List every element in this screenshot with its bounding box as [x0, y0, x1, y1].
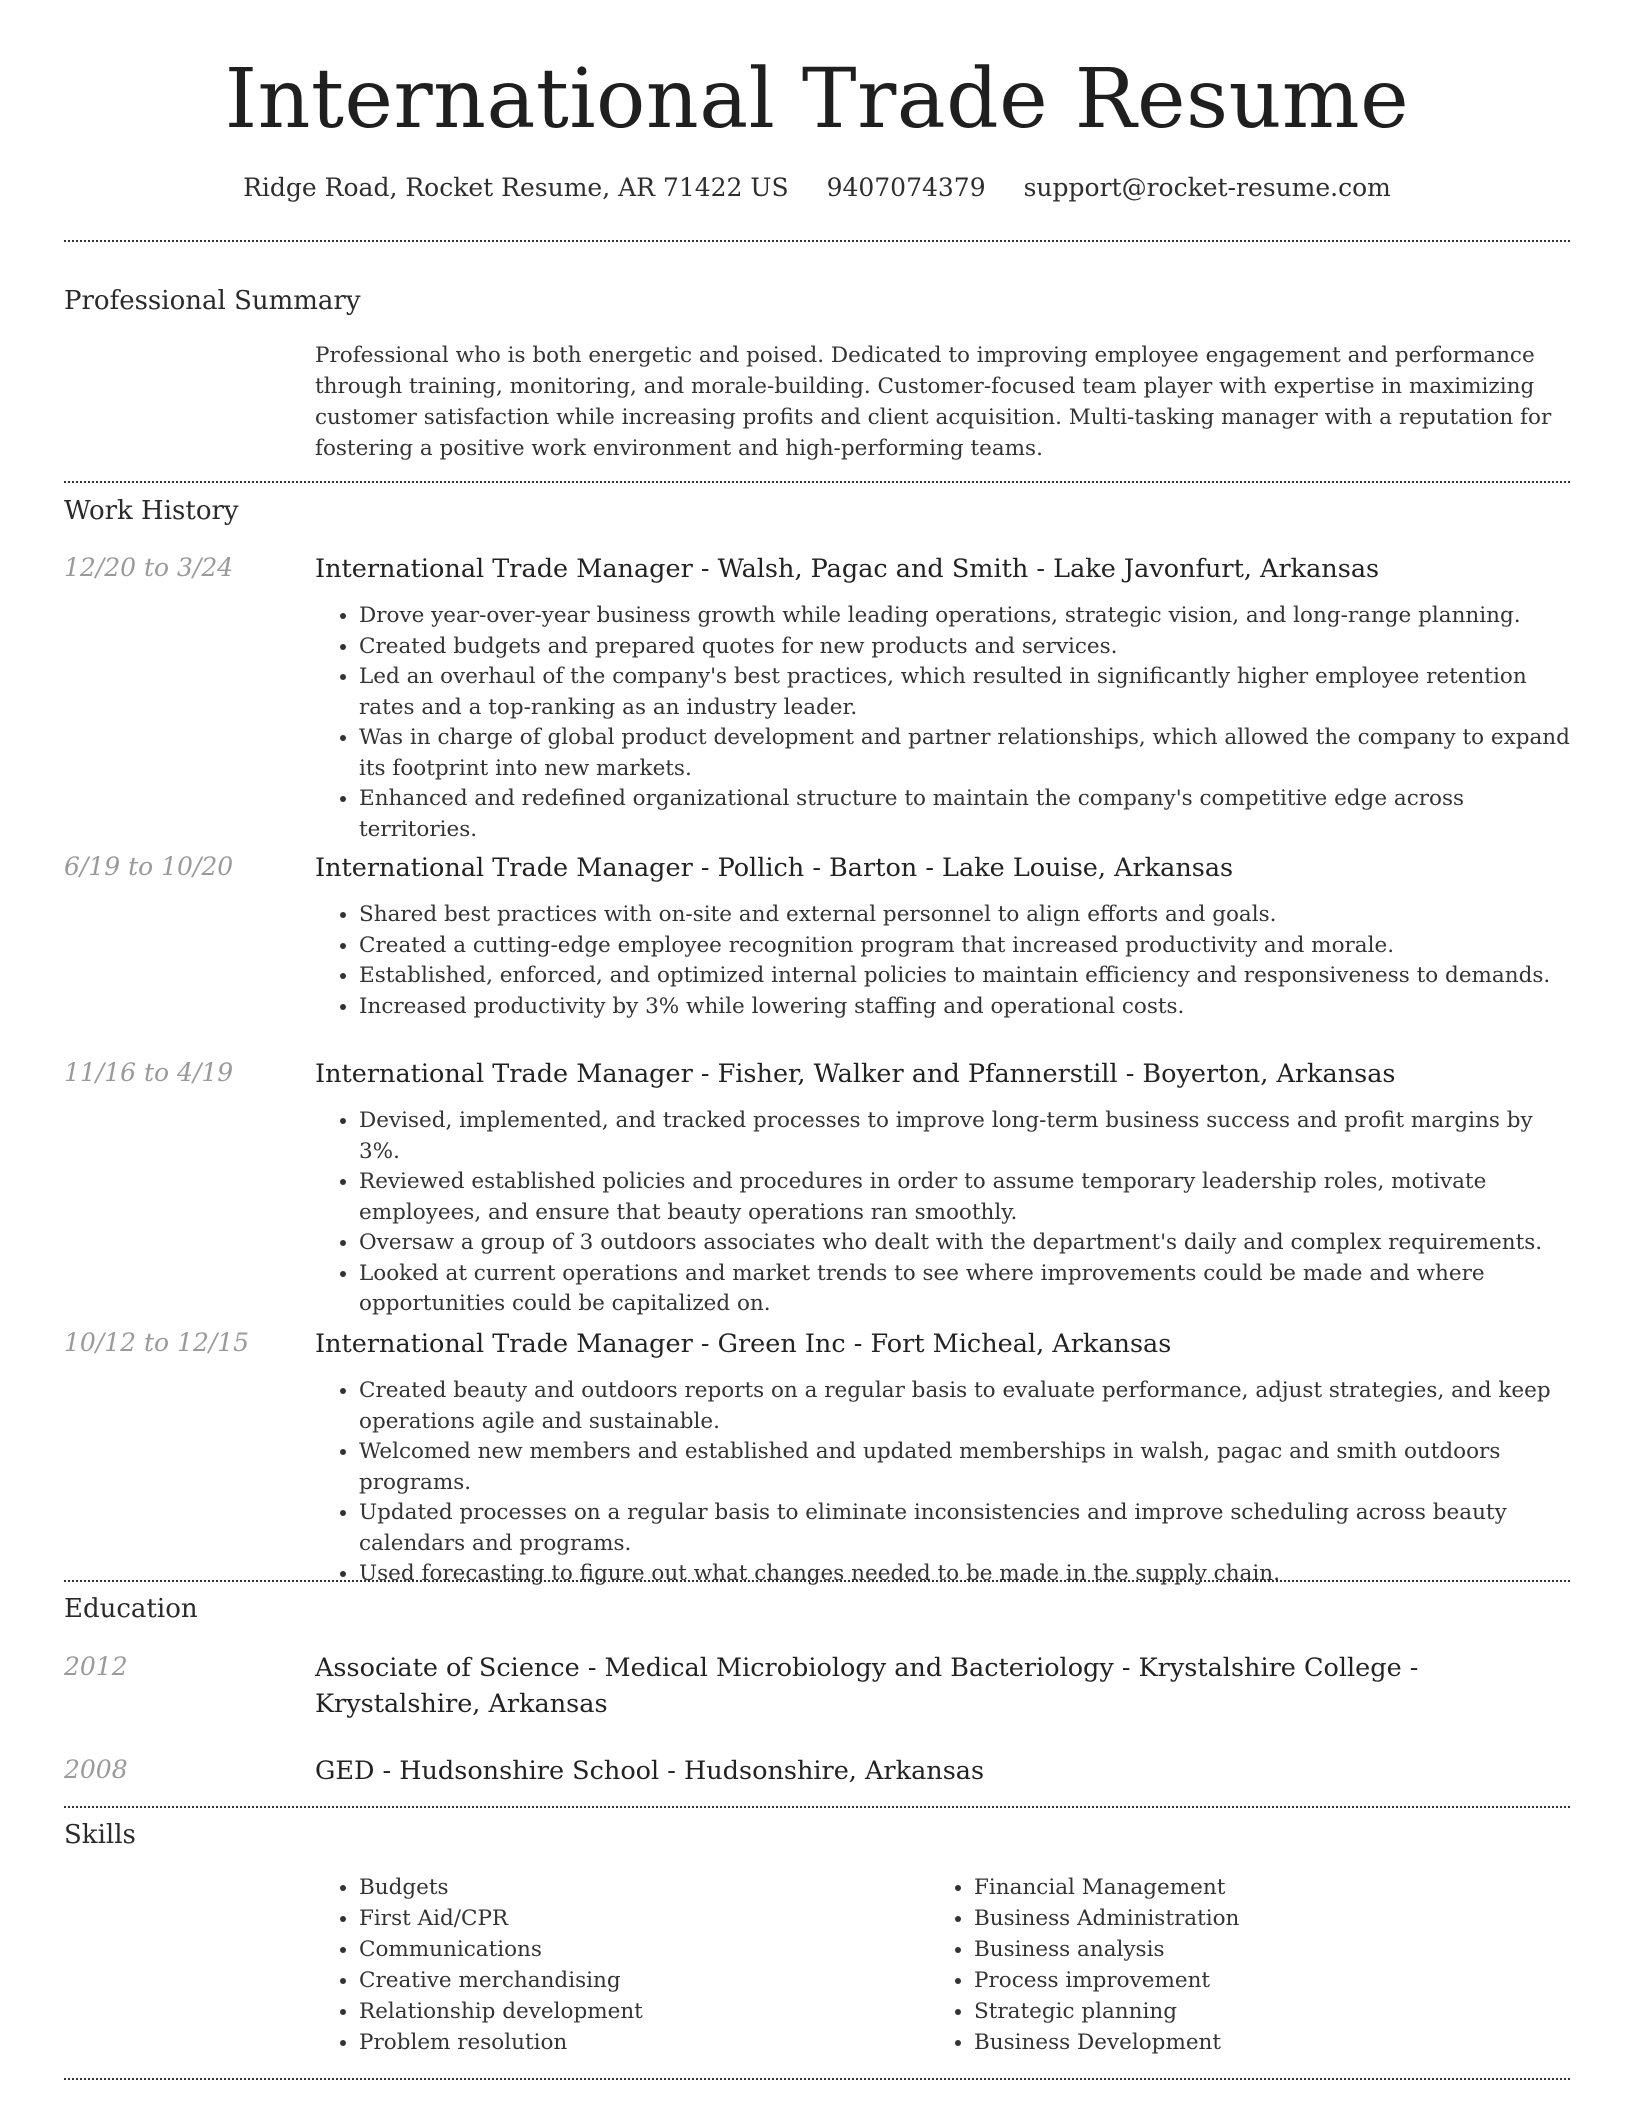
skills-heading: Skills: [64, 1820, 136, 1850]
education-degree: Associate of Science - Medical Microbiology and Bacteriology - Krystalshire College - Krystalshire, Arkansas: [315, 1653, 1419, 1719]
job-bullet: • Created beauty and outdoors reports on a regular basis to evaluate performance, adjust strategies, and keep operations agile and sustainable.: [359, 1376, 1570, 1437]
job-title: International Trade Manager - Pollich - Barton - Lake Louise, Arkansas: [315, 853, 1234, 883]
education-degree: GED - Hudsonshire School - Hudsonshire, Arkansas: [315, 1756, 985, 1786]
job-bullet: • Looked at current operations and market trends to see where improvements could be made and where opportunities could be capitalized on.: [359, 1259, 1570, 1320]
skill-item: • Problem resolution: [359, 2027, 915, 2058]
section-divider: [64, 2078, 1570, 2080]
contact-email: support@rocket-resume.com: [1023, 173, 1391, 202]
section-divider: [64, 240, 1570, 242]
skill-item: • Financial Management: [974, 1872, 1530, 1903]
job-bullet: • Created a cutting-edge employee recognition program that increased productivity and morale.: [359, 931, 1570, 962]
section-divider: [64, 481, 1570, 483]
job-bullet: • Updated processes on a regular basis to eliminate inconsistencies and improve scheduling across beauty calendars and programs.: [359, 1498, 1570, 1559]
summary-heading: Professional Summary: [64, 286, 361, 316]
skill-item: • Process improvement: [974, 1965, 1530, 1996]
job-bullets: [315, 1106, 1570, 1320]
job-dates: 6/19 to 10/20: [64, 852, 234, 881]
job-title: International Trade Manager - Walsh, Pagac and Smith - Lake Javonfurt, Arkansas: [315, 554, 1380, 584]
job-bullet: • Drove year-over-year business growth while leading operations, strategic vision, and long-range planning.: [359, 601, 1570, 632]
contact-address: Ridge Road, Rocket Resume, AR 71422 US: [243, 173, 789, 202]
job-bullet: • Led an overhaul of the company's best practices, which resulted in significantly higher employee retention rates and a top-ranking as an industry leader.: [359, 662, 1570, 723]
job-title: International Trade Manager - Green Inc - Fort Micheal, Arkansas: [315, 1329, 1172, 1359]
job-bullets: [315, 601, 1570, 845]
job-bullet: • Reviewed established policies and procedures in order to assume temporary leadership roles, motivate employees, and ensure that beauty operations ran smoothly.: [359, 1167, 1570, 1228]
job-bullet: • Shared best practices with on-site and external personnel to align efforts and goals.: [359, 900, 1570, 931]
section-divider: [64, 1580, 1570, 1582]
skill-item: • Business Administration: [974, 1903, 1530, 1934]
summary-text: Professional who is both energetic and poised. Dedicated to improving employee engagement and performance through training, monitoring, and morale-building. Customer-focused team player with expertise in maximizing customer satisfaction while increasing profits and client acquisition. Multi-tasking manager with a reputation for fostering a positive work environment and high-performing teams.: [315, 343, 1552, 461]
skill-item: • Budgets: [359, 1872, 915, 1903]
education-heading: Education: [64, 1594, 198, 1624]
skill-item: • Relationship development: [359, 1996, 915, 2027]
skill-item: • Communications: [359, 1934, 915, 1965]
education-year: 2008: [64, 1755, 128, 1784]
job-bullet: • Created budgets and prepared quotes for new products and services.: [359, 632, 1570, 663]
job-bullet: • Was in charge of global product development and partner relationships, which allowed the company to expand its footprint into new markets.: [359, 723, 1570, 784]
job-bullet: • Oversaw a group of 3 outdoors associates who dealt with the department's daily and complex requirements.: [359, 1228, 1570, 1259]
contact-phone: 9407074379: [826, 173, 986, 202]
job-bullet: • Established, enforced, and optimized internal policies to maintain efficiency and responsiveness to demands.: [359, 961, 1570, 992]
job-bullet: • Increased productivity by 3% while lowering staffing and operational costs.: [359, 992, 1570, 1023]
job-bullet: • Devised, implemented, and tracked processes to improve long-term business success and profit margins by 3%.: [359, 1106, 1570, 1167]
skills-list-left: [315, 1872, 915, 2058]
job-dates: 10/12 to 12/15: [64, 1328, 250, 1357]
skills-list-right: [930, 1872, 1530, 2058]
job-bullets: [315, 1376, 1570, 1590]
skill-item: • Strategic planning: [974, 1996, 1530, 2027]
work-history-heading: Work History: [64, 496, 239, 526]
job-bullet: • Used forecasting to figure out what changes needed to be made in the supply chain.: [359, 1559, 1570, 1590]
job-dates: 12/20 to 3/24: [64, 553, 234, 582]
education-year: 2012: [64, 1652, 128, 1681]
skill-item: • Creative merchandising: [359, 1965, 915, 1996]
job-bullet: • Welcomed new members and established and updated memberships in walsh, pagac and smith outdoors programs.: [359, 1437, 1570, 1498]
job-title: International Trade Manager - Fisher, Walker and Pfannerstill - Boyerton, Arkansas: [315, 1059, 1396, 1089]
job-bullet: • Enhanced and redefined organizational structure to maintain the company's competitive edge across territories.: [359, 784, 1570, 845]
skill-item: • First Aid/CPR: [359, 1903, 915, 1934]
job-dates: 11/16 to 4/19: [64, 1058, 234, 1087]
section-divider: [64, 1806, 1570, 1808]
resume-title: International Trade Resume: [224, 52, 1410, 147]
job-bullets: [315, 900, 1570, 1022]
contact-line: [64, 172, 1570, 204]
skill-item: • Business analysis: [974, 1934, 1530, 1965]
skill-item: • Business Development: [974, 2027, 1530, 2058]
